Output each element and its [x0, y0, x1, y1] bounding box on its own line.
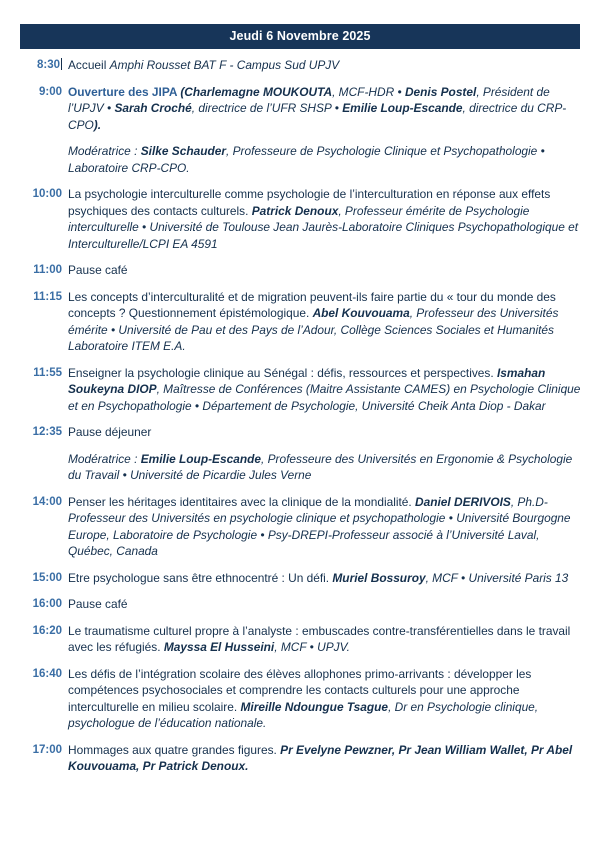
schedule-row-time: 9:00	[38, 85, 62, 98]
schedule-row	[0, 451, 615, 484]
schedule-row-description	[62, 596, 603, 613]
schedule-row	[0, 262, 615, 279]
text-segment: ).	[93, 117, 102, 132]
schedule-row-description	[62, 289, 603, 355]
text-segment: Pause café	[68, 597, 128, 611]
text-segment: •	[106, 101, 115, 115]
text-segment: Modératrice :	[68, 451, 141, 466]
text-segment: Emilie Loup-Escande	[342, 101, 463, 115]
schedule-row	[0, 570, 615, 587]
text-segment: Le traumatisme culturel propre à l’analyste : embuscades contre-transférentielles dans le travail avec les réfugiés.	[68, 623, 571, 654]
text-segment: Enseigner la psychologie clinique au Sénégal : défis, ressources et perspectives.	[68, 365, 497, 380]
schedule-row	[0, 494, 615, 560]
text-segment: Daniel DERIVOIS	[415, 494, 511, 509]
text-segment: Amphi Rousset BAT F - Campus Sud UPJV	[109, 58, 340, 72]
schedule-row	[0, 186, 615, 252]
text-segment: Abel Kouvouama	[312, 306, 410, 320]
text-segment: Emilie Loup-Escande	[140, 451, 261, 466]
text-segment: Mireille Ndoungue Tsague	[240, 699, 389, 714]
text-segment: Etre psychologue sans être ethnocentré : Un défi.	[68, 570, 333, 585]
schedule-row-time: 11:00	[33, 264, 62, 276]
schedule-row-time: 11:15	[33, 290, 62, 303]
text-segment: , Président de l’UPJV	[68, 84, 550, 115]
text-segment: Silke Schauder	[140, 144, 226, 158]
text-segment: Ouverture des JIPA	[68, 84, 181, 99]
text-segment: Accueil	[68, 58, 110, 72]
schedule-row	[0, 666, 615, 732]
schedule-row-time: 11:55	[33, 366, 62, 379]
schedule-row-time: 12:35	[32, 426, 62, 438]
schedule-row-time: 16:00	[32, 598, 62, 610]
schedule-row-time: 16:20	[32, 624, 62, 637]
text-segment: Denis Postel	[404, 84, 477, 99]
text-segment: Penser les héritages identitaires avec la clinique de la mondialité.	[68, 494, 416, 509]
schedule-row-description	[62, 84, 603, 134]
day-header-title: Jeudi 6 Novembre 2025	[229, 29, 371, 44]
schedule-row-description	[62, 262, 603, 279]
text-segment: , Professeur émérite de Psychologie interculturelle • Université de Toulouse Jean Jaurès-Laboratoire Cliniques Psychopathologique et Interculturelle/LCPI EA 4591	[68, 203, 579, 251]
schedule-row-time: 17:00	[32, 743, 62, 756]
text-segment: Les défis de l’intégration scolaire des élèves allophones primo-arrivants : développer les compétences psychosociales et comprendre les contacts culturels pour une approche interculturelle en milieu scolaire.	[68, 666, 532, 714]
text-segment: Ismahan Soukeyna DIOP	[68, 365, 546, 396]
schedule-row-description	[62, 742, 603, 775]
text-segment: Pause café	[68, 263, 128, 277]
schedule-row-description	[62, 570, 603, 587]
schedule-row-time: 15:00	[32, 571, 62, 584]
text-segment: •	[334, 101, 343, 115]
schedule-row-description	[62, 365, 603, 415]
text-segment: , directrice du CRP-CPO	[68, 101, 567, 132]
text-segment: , Dr en Psychologie clinique, psychologue de l’éducation nationale.	[68, 699, 539, 730]
text-segment: La psychologie interculturelle comme psychologie de l’interculturation en réponse aux effets psychiques des contacts culturels.	[68, 187, 551, 218]
schedule-row	[0, 742, 615, 775]
schedule-row-time: 10:00	[32, 188, 62, 200]
text-segment: Modératrice :	[68, 144, 141, 158]
text-segment: Hommages aux quatre grandes figures.	[68, 742, 281, 757]
schedule-row	[0, 143, 615, 176]
schedule-row-time: 16:40	[32, 667, 62, 680]
text-segment: Pr Evelyne Pewzner, Pr Jean William Wallet, Pr Abel Kouvouama, Pr Patrick Denoux.	[68, 742, 573, 773]
text-segment: Patrick Denoux	[251, 203, 339, 218]
text-segment: , MCF-HDR	[332, 84, 398, 99]
text-segment: , Maîtresse de Conférences (Maitre Assistante CAMES) en Psychologie Clinique et en Psychopathologie • Département de Psychologie, Université Cheik Anta Diop - Dakar	[68, 382, 581, 413]
schedule-row	[0, 289, 615, 355]
text-segment: Les concepts d’interculturalité et de migration peuvent-ils faire partie du « tour du monde des concepts ? Questionnement épistémologique.	[68, 289, 556, 320]
text-segment: , directrice de l’UFR SHSP	[191, 101, 335, 115]
schedule-row	[0, 424, 615, 441]
schedule-row-description	[62, 666, 603, 732]
text-segment: , Professeure des Universités en Ergonomie & Psychologie du Travail • Université de Picardie Jules Verne	[68, 451, 573, 482]
schedule-row-description	[62, 57, 603, 74]
text-segment: Mayssa El Husseini	[163, 640, 275, 654]
schedule-row-description	[62, 451, 603, 484]
text-segment: (Charlemagne MOUKOUTA	[180, 84, 333, 99]
text-segment: , Professeure de Psychologie Clinique et Psychopathologie • Laboratoire CRP-CPO.	[68, 144, 545, 175]
day-header-bar	[20, 24, 580, 49]
text-segment: , Professeur des Universités émérite • Université de Pau et des Pays de l’Adour, Collège Sciences Sociales et Humanités Laboratoire ITEM E.A.	[68, 306, 559, 353]
text-segment: Muriel Bossuroy	[332, 570, 426, 585]
schedule-row	[0, 623, 615, 656]
schedule-row-description	[62, 143, 603, 176]
schedule-row	[0, 84, 615, 134]
text-segment: , Ph.D-Professeur des Universités en psychologie clinique et psychopathologie • Université Bourgogne Europe, Laboratoire de Psychologie • Psy-DREPI-Professeur associé à l’Université Laval, Québec, Canada	[68, 494, 571, 558]
schedule-row-description	[62, 623, 603, 656]
text-segment: •	[397, 84, 405, 99]
schedule-row	[0, 365, 615, 415]
text-segment: Pause déjeuner	[68, 425, 152, 439]
schedule-list	[0, 57, 615, 785]
schedule-row-time: 8:30	[36, 59, 60, 71]
schedule-row-description	[62, 186, 603, 252]
schedule-row-description	[62, 424, 603, 441]
schedule-row-time: 14:00	[32, 495, 62, 508]
schedule-row	[0, 596, 615, 613]
schedule-row-description	[62, 494, 603, 560]
text-segment: , MCF • Université Paris 13	[425, 570, 569, 585]
schedule-row	[0, 57, 615, 74]
text-segment: , MCF • UPJV.	[274, 640, 350, 654]
text-segment: Sarah Croché	[114, 101, 192, 115]
